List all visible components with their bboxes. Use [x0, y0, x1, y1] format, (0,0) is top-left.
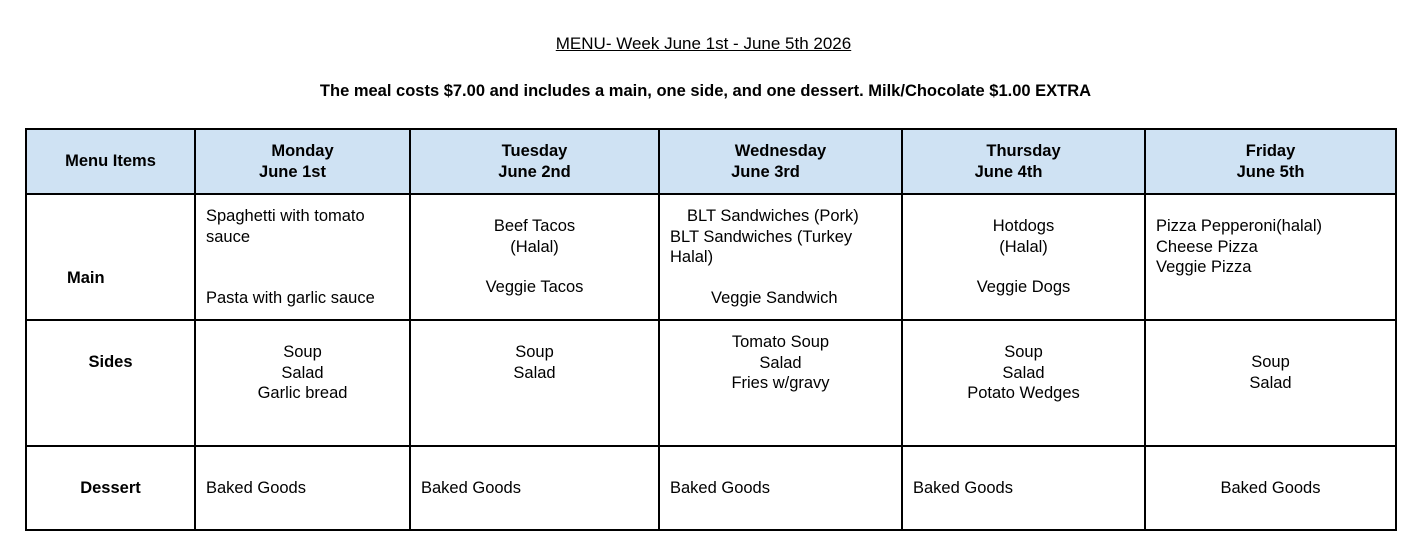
menu-item: Salad: [281, 363, 324, 382]
day-header-friday: [1145, 129, 1396, 194]
day-header-wednesday: [659, 129, 902, 194]
menu-item: Baked Goods: [1220, 478, 1321, 497]
menu-item: Garlic bread: [257, 384, 348, 403]
menu-item: Veggie Sandwich: [711, 289, 838, 308]
menu-item: Potato Wedges: [967, 384, 1080, 403]
sides-friday: [1145, 320, 1396, 446]
menu-item: Tomato Soup: [731, 333, 830, 351]
day-header-monday: [195, 129, 410, 194]
menu-item: Veggie Dogs: [976, 278, 1071, 297]
sides-tuesday: [410, 320, 659, 446]
menu-item: Soup: [1251, 353, 1290, 371]
menu-item: Baked Goods: [206, 478, 306, 497]
menu-item: Pasta with garlic sauce: [206, 289, 375, 308]
menu-item: sauce: [206, 227, 251, 246]
menu-item: Salad: [759, 353, 802, 372]
menu-item: (Halal): [510, 237, 559, 256]
day-name: Tuesday: [501, 141, 568, 160]
menu-item: Soup: [515, 343, 554, 361]
weekly-menu-table: [25, 128, 1397, 531]
menu-item: Baked Goods: [670, 478, 770, 497]
day-name: Friday: [1245, 141, 1296, 160]
day-header-tuesday: [410, 129, 659, 194]
menu-item: Salad: [1002, 363, 1045, 382]
day-date: June 3rd: [731, 162, 800, 181]
menu-item: BLT Sandwiches (Turkey: [670, 227, 853, 246]
table-row-dessert: [26, 446, 1396, 530]
menu-item: Fries w/gravy: [731, 374, 830, 393]
menu-item: Soup: [283, 343, 322, 361]
menu-title: MENU- Week June 1st - June 5th 2026: [555, 34, 852, 53]
dessert-thursday: [902, 446, 1145, 530]
dessert-wednesday: [659, 446, 902, 530]
main-thursday: [902, 194, 1145, 320]
table-row-main: [26, 194, 1396, 320]
menu-item: Baked Goods: [421, 478, 521, 497]
meal-price-note: The meal costs $7.00 and includes a main, one side, and one dessert. Milk/Chocolate $1.00 EXTRA: [319, 82, 1092, 100]
row-label-dessert: Dessert: [26, 446, 195, 530]
table-header-row: [26, 129, 1396, 194]
sides-monday: [195, 320, 410, 446]
day-header-thursday: [902, 129, 1145, 194]
day-name: Thursday: [986, 141, 1061, 160]
menu-item: Soup: [1004, 343, 1043, 361]
menu-item: Spaghetti with tomato: [206, 207, 365, 225]
main-monday: [195, 194, 410, 320]
sides-thursday: [902, 320, 1145, 446]
day-date: June 1st: [259, 162, 326, 181]
dessert-friday: [1145, 446, 1396, 530]
main-wednesday: [659, 194, 902, 320]
day-name: Monday: [271, 141, 334, 160]
day-date: June 4th: [974, 162, 1043, 181]
menu-item: Cheese Pizza: [1156, 237, 1258, 256]
main-friday: [1145, 194, 1396, 320]
day-date: June 2nd: [498, 162, 571, 181]
day-name: Wednesday: [734, 141, 827, 160]
sides-wednesday: [659, 320, 902, 446]
menu-item: Halal): [670, 248, 714, 267]
day-date: June 5th: [1236, 162, 1305, 181]
menu-item: Pizza Pepperoni(halal): [1156, 217, 1323, 235]
menu-item: (Halal): [999, 237, 1048, 256]
main-tuesday: [410, 194, 659, 320]
menu-item: Salad: [1249, 373, 1292, 392]
menu-item: Veggie Tacos: [485, 278, 584, 297]
menu-item: Veggie Pizza: [1156, 258, 1252, 277]
menu-item: Baked Goods: [913, 478, 1013, 497]
row-label-sides: Sides: [26, 320, 195, 446]
menu-items-header: Menu Items: [26, 129, 195, 194]
dessert-tuesday: [410, 446, 659, 530]
menu-item: Beef Tacos: [493, 217, 576, 235]
dessert-monday: [195, 446, 410, 530]
table-row-sides: [26, 320, 1396, 446]
row-label-main: Main: [26, 194, 195, 320]
menu-item: Salad: [513, 363, 556, 382]
menu-item: BLT Sandwiches (Pork): [687, 207, 859, 225]
menu-item: Hotdogs: [992, 217, 1055, 235]
